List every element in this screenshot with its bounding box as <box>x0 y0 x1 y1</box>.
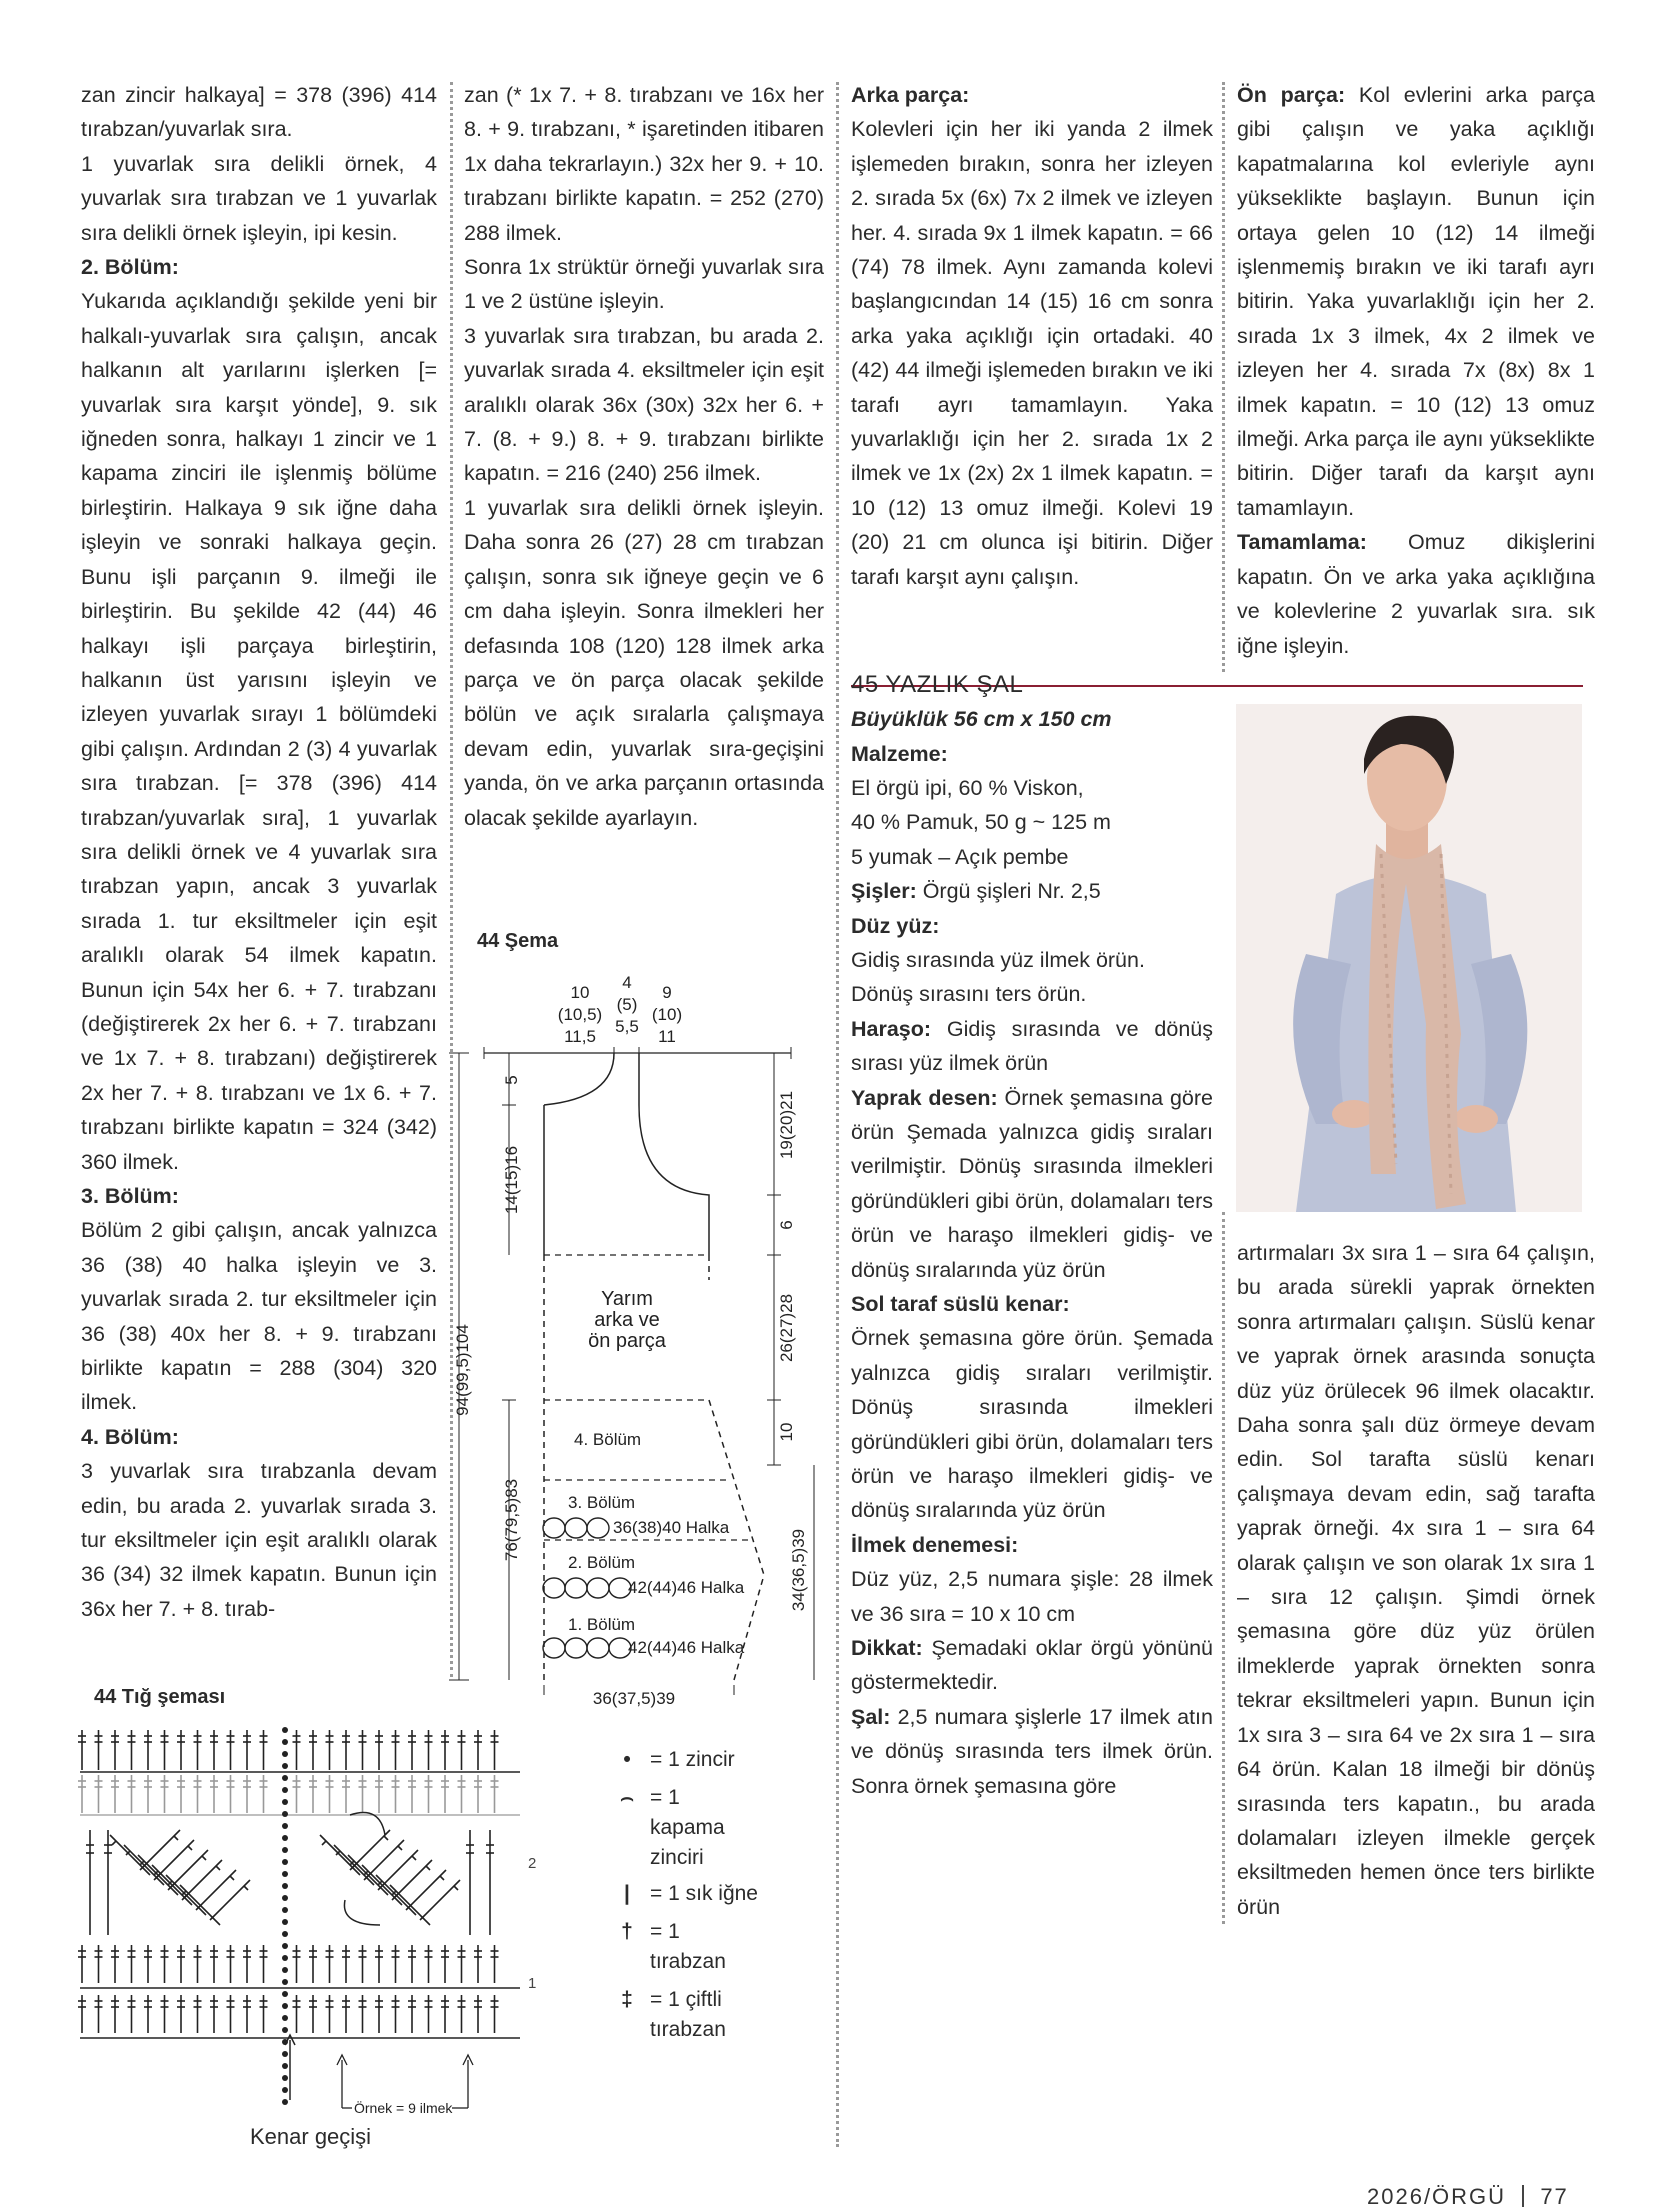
legend-item <box>618 1783 760 1873</box>
shawl-text-15: 2,5 numara şişlerle 17 ilmek atın ve dönüş sırasında ters ilmek örün. Sonra örnek şemasına göre <box>851 1704 1213 1798</box>
column-4 <box>1237 78 1595 663</box>
col4-para-1 <box>1237 525 1595 663</box>
shawl-text-3: 5 yumak – Açık pembe <box>851 844 1069 869</box>
chart-legend <box>618 1745 760 2053</box>
shawl-para-8 <box>851 1012 1213 1081</box>
shawl-text-13: Düz yüz, 2,5 numara şişle: 28 ilmek ve 36 sıra = 10 x 10 cm <box>851 1567 1213 1626</box>
schema-right-dim-5: 34(36,5)39 <box>789 1528 808 1612</box>
col1-para-2: 2. Bölüm: <box>81 255 179 280</box>
col1-para-1: 1 yuvarlak sıra delikli örnek, 4 yuvarlak sıra tırabzan ve 1 yuvarlak sıra delikli örnek işleyin, ipi kesin. <box>81 151 437 245</box>
shawl-para-14 <box>851 1631 1213 1700</box>
row-number-1: 1 <box>528 1975 537 1992</box>
schema-top-right-2: (10) <box>651 1005 683 1024</box>
schema-left-dim-2: 14(15)16 <box>502 1145 521 1215</box>
shawl-label-14: Dikkat: <box>851 1636 923 1661</box>
col3-para-0: Arka parça: <box>851 83 970 107</box>
legend-symbol-icon: ‡ <box>621 1988 633 2011</box>
shawl-label-5: Düz yüz: <box>851 913 940 938</box>
schema-top-right-1: 9 <box>662 983 672 1002</box>
schema-halka-1: 36(38)40 Halka <box>613 1518 730 1537</box>
shawl-para-13 <box>851 1562 1213 1631</box>
shawl-label-15: Şal: <box>851 1704 891 1729</box>
schema-left-dim-1: 5 <box>502 1075 521 1085</box>
col4-text-0: Kol evlerini arka parça gibi çalışın ve yaka açıklığı kapatmalarına kol evleriyle aynı yükseklikte başlayın. Bunun için ortaya gelen 10 (12) 14 ilmeği işlenmemiş bırakın ve iki tarafı ayrı bitirin. Yaka yuvarlaklığı için her 2. sırada 1x 3 ilmek, 4x 2 ilmek ve izleyen her 4. sırada 7x (8x) 8x 1 ilmek kapatın. = 10 (12) 13 omuz ilmeği. Arka parça ile aynı yükseklikte bitirin. Diğer tarafı da karşıt aynı tamamlayın. <box>1237 83 1595 520</box>
col3-para-1: Kolevleri için her iki yanda 2 ilmek işlemeden bırakın, sonra her izleyen 2. sırada 5x (6x) 7x 2 ilmek ve izleyen her. 4. sırada 9x 1 ilmek kapatın. = 66 (74) 78 ilmek. Aynı zamanda kolevi başlangıcından 14 (15) 16 cm sonra arka yaka açıklığı için ortadaki. 40 (42) 44 ilmeği işlemeden bırakın ve iki tarafı ayrı tamamlayın. Yaka yuvarlaklığı için her 2. sırada 1x 2 ilmek ve 1x (2x) 2x 1 ilmek kapatın. = 10 (12) 13 omuz ilmeği. Kolevi 19 (20) 21 cm olunca işi bitirin. Diğer tarafı karşıt aynı çalışın. <box>851 117 1213 589</box>
shawl-para-15 <box>851 1700 1213 1803</box>
col1-para-3: Yukarıda açıklandığı şekilde yeni bir halkalı-yuvarlak sıra çalışın, ancak halkanın alt yarılarını işlerken [= yuvarlak sıra karşıt yönde], 9. sık iğneden sonra, halkayı 1 zincir ve 1 kapama zinciri ile işlenmiş bölüme birleştirin. Halkaya 9 sık iğne daha işleyin ve sonraki halkaya geçin. Bunu işli parçanın 9. ilmeği ile birleştirin. Bu şekilde 42 (44) 46 halkayı işli parçaya birleştirin, halkanın üst yarısını işleyin ve izleyen yuvarlak sırayı 1 bölümdeki gibi çalışın. Ardından 2 (3) 4 yuvarlak sıra tırabzan. [= 378 (396) 414 tırabzan/yuvarlak sıra], 1 yuvarlak sıra delikli örnek ve 4 yuvarlak sıra tırabzan yapın, ancak 3 yuvarlak sırada 1. tur eksiltmeler için eşit aralıklı olarak 54 ilmek kapatın. Bunun için 54x her 6. + 7. tırabzanı (değiştirerek 2x her 6. + 7. tırabzanı ve 1x 7. + 8. tırabzanı) değiştirerek 2x her 7. + 8. tırabzanı ve 1x 6. + 7. tırabzanı birlikte kapatın = 324 (342) 360 ilmek. <box>81 289 437 1174</box>
schema-top-left-3: 11,5 <box>564 1027 596 1046</box>
schema-title: 44 Şema <box>477 930 559 952</box>
shawl-para-6 <box>851 943 1213 977</box>
col2-para-1: Sonra 1x strüktür örneği yuvarlak sıra 1 ve 2 üstüne işleyin. <box>464 255 824 314</box>
col4-label-1: Tamamlama: <box>1237 530 1367 555</box>
schema-left-dim-3: 94(99,5)104 <box>453 1324 472 1416</box>
legend-text: = 1 sık iğne <box>650 1882 758 1905</box>
schema-section-2: 2. Bölüm <box>568 1553 636 1572</box>
ornek-label: Örnek = 9 ilmek <box>354 2100 453 2116</box>
schema-top-mid-3: 5,5 <box>615 1017 639 1036</box>
schema-center-3: ön parça <box>588 1330 666 1352</box>
legend-symbol-icon: | <box>624 1882 630 1905</box>
schema-halka-2: 42(44)46 Halka <box>628 1578 745 1597</box>
col1-para-6: 4. Bölüm: <box>81 1424 179 1449</box>
col2-para-2: 3 yuvarlak sıra tırabzan, bu arada 2. yuvarlak sırada 4. eksiltmeler için eşit aralıklı olarak 36x (30x) 32x her 6. + 7. (8. + 9.) 8. + 9. tırabzanı birlikte kapatın. = 216 (240) 256 ilmek. <box>464 323 824 486</box>
issue-label: 2026/ÖRGÜ <box>1367 2184 1507 2209</box>
schema-halka-3: 42(44)46 Halka <box>628 1638 745 1657</box>
column-separator-1 <box>450 82 453 1677</box>
schema-top-right-3: 11 <box>658 1027 676 1046</box>
schema-center-2: arka ve <box>594 1309 660 1331</box>
shawl-label-4: Şişler: <box>851 879 917 904</box>
schema-top-left-1: 10 <box>570 983 590 1002</box>
shawl-label-10: Sol taraf süslü kenar: <box>851 1292 1070 1316</box>
schema-top-mid-1: 4 <box>622 973 632 992</box>
legend-text: = 1 tırabzan <box>650 1920 726 1973</box>
schema-right-dim-2: 6 <box>777 1220 796 1230</box>
crochet-chart-title: 44 Tığ şeması <box>94 1686 226 1708</box>
legend-symbol-icon: † <box>621 1920 633 1943</box>
schema-center-1: Yarım <box>601 1288 653 1310</box>
page-number: 77 <box>1540 2184 1569 2209</box>
col1-para-7: 3 yuvarlak sıra tırabzanla devam edin, bu arada 2. yuvarlak sırada 3. tur eksiltmeler için eşit aralıklı olarak 36 (34) 32 ilmek kapatın. Bunun için 36x her 7. + 8. tırab- <box>81 1459 437 1621</box>
shawl-para-0 <box>851 737 1213 771</box>
shawl-para-7 <box>851 977 1213 1011</box>
schema-section-3: 3. Bölüm <box>568 1493 636 1512</box>
shawl-para-11 <box>851 1321 1213 1527</box>
shawl-label-0: Malzeme: <box>851 741 948 766</box>
legend-text: = 1 zincir <box>650 1748 735 1771</box>
shawl-para-5 <box>851 909 1213 943</box>
page-footer <box>1367 2184 1569 2210</box>
crochet-chart <box>80 1720 550 2120</box>
col1-para-0: zan zincir halkaya] = 378 (396) 414 tırabzan/yuvarlak sıra. <box>81 83 437 142</box>
column-1 <box>81 78 437 1626</box>
legend-item <box>618 1745 760 1775</box>
shawl-para-4 <box>851 874 1213 908</box>
legend-item <box>618 1917 760 1977</box>
shawl-text-1: El örgü ipi, 60 % Viskon, <box>851 775 1084 800</box>
col4-text-1: Omuz dikişlerini kapatın. Ön ve arka yaka açıklığına ve kolevlerine 2 yuvarlak sıra. sık iğne işleyin. <box>1237 530 1595 658</box>
column-separator-3 <box>1222 82 1225 672</box>
col2-para-0: zan (* 1x 7. + 8. tırabzanı ve 16x her 8. + 9. tırabzanı, * işaretinden itibaren 1x daha tekrarlayın.) 32x her 9. + 10. tırabzanı birlikte kapatın. = 252 (270) 288 ilmek. <box>464 83 824 245</box>
shawl-text-2: 40 % Pamuk, 50 g ~ 125 m <box>851 810 1111 835</box>
schema-section-4: 4. Bölüm <box>574 1430 642 1449</box>
col4-para-0 <box>1237 78 1595 525</box>
col4-label-0: Ön parça: <box>1237 83 1346 107</box>
column-4-continued <box>1237 1236 1595 1924</box>
schema-right-dim-4: 10 <box>777 1422 796 1442</box>
shawl-para-10 <box>851 1287 1213 1321</box>
shawl-para-12 <box>851 1528 1213 1562</box>
model-photo <box>1236 704 1582 1212</box>
legend-text: = 1 çiftli tırabzan <box>650 1988 726 2041</box>
schema-top-left-2: (10,5) <box>557 1005 603 1024</box>
schema-top-mid-2: (5) <box>616 995 638 1014</box>
shawl-para-1 <box>851 771 1213 805</box>
shawl-label-12: İlmek denemesi: <box>851 1532 1019 1557</box>
shawl-continued-text: artırmaları 3x sıra 1 – sıra 64 çalışın, bu arada sürekli yaprak örnekten sonra artırmaları çalışın. Süslü kenar ve yaprak örnek arasında sonuçta düz yüz örülecek 96 ilmek olacaktır. Daha sonra şalı düz örmeye devam edin. Sol tarafta süslü kenarı çalışmaya devam edin, sağ tarafta yaprak örneği. 4x sıra 1 – sıra 64 olarak çalışın ve son olarak 1x sıra 1 – sıra 12 çalışın. Şimdi örnek şemasına göre düz yüz örülen ilmeklerde yaprak örnekten sonra tekrar eksiltmeleri yapın. Bunun için 1x sıra 3 – sıra 64 ve 2x sıra 1 – sıra 64 örün. Kalan 18 ilmeği bir dönüş sırasında ters kapatın., bu arada dolamaları izleyen ilmekle gerçek eksiltmeden hemen önce ters birlikte örün <box>1237 1241 1595 1919</box>
col1-para-4: 3. Bölüm: <box>81 1184 179 1208</box>
shawl-text-11: Örnek şemasına göre örün. Şemada yalnızca gidiş sıraları verilmiştir. Dönüş sırasında ilmekleri göründükleri gibi örün, dolamaları ters örün ve haraşo ilmekleri gidiş- ve dönüş sıralarında yüz örün <box>851 1326 1213 1523</box>
shawl-para-3 <box>851 840 1213 874</box>
kenar-gecisi-label: Kenar geçişi <box>250 2124 372 2149</box>
shawl-text-7: Dönüş sırasını ters örün. <box>851 982 1087 1007</box>
pattern-45-title: 45 YAZLIK ŞAL <box>851 671 1024 699</box>
schema-right-dim-3: 26(27)28 <box>777 1293 796 1363</box>
col2-para-3: 1 yuvarlak sıra delikli örnek işleyin. Daha sonra 26 (27) 28 cm tırabzan çalışın, sonra sık iğneye geçin ve 6 cm daha işleyin. Sonra ilmekleri her defasında 108 (120) 128 ilmek arka parça ve ön parça olacak şekilde bölün ve açık sıralarla çalışmaya devam edin, yuvarlak sıra-geçişini yanda, ön ve arka parçanın ortasında olacak şekilde ayarlayın. <box>464 495 824 830</box>
legend-text: = 1 kapama zinciri <box>650 1786 725 1869</box>
shawl-para-9 <box>851 1081 1213 1287</box>
shawl-text-14: Şemadaki oklar örgü yönünü göstermektedir. <box>851 1636 1213 1695</box>
schema-section-1: 1. Bölüm <box>568 1615 636 1634</box>
legend-symbol-icon: ⌢ <box>620 1786 634 1809</box>
shawl-text-6: Gidiş sırasında yüz ilmek örün. <box>851 947 1145 972</box>
shawl-text-4: Örgü şişleri Nr. 2,5 <box>916 879 1101 904</box>
row-number-2: 2 <box>528 1855 537 1872</box>
legend-symbol-icon: • <box>623 1748 631 1771</box>
pattern-45-size: Büyüklük 56 cm x 150 cm <box>851 707 1112 732</box>
column-3 <box>851 78 1213 1803</box>
legend-item <box>618 1985 760 2045</box>
pattern-schema <box>453 920 844 1708</box>
col1-para-5: Bölüm 2 gibi çalışın, ancak yalnızca 36 (38) 40 halka işleyin ve 3. yuvarlak sırada 2. tur eksiltmeler için 36 (38) 40x her 8. + 9. tırabzanı birlikte kapatın = 288 (304) 320 ilmek. <box>81 1218 437 1415</box>
column-2 <box>464 78 824 835</box>
shawl-label-8: Haraşo: <box>851 1016 932 1041</box>
shawl-para-2 <box>851 805 1213 839</box>
column-separator-4 <box>1222 1212 1225 1924</box>
schema-left-dim-4: 76(79,5)83 <box>502 1478 521 1562</box>
schema-bottom-dim: 36(37,5)39 <box>592 1689 676 1708</box>
shawl-text-8: Gidiş sırasında ve dönüş sırası yüz ilmek örün <box>851 1016 1213 1076</box>
legend-item <box>618 1879 760 1909</box>
schema-right-dim-1: 19(20)21 <box>777 1090 796 1160</box>
shawl-text-9: Örnek şemasına göre örün Şemada yalnızca gidiş sıraları verilmiştir. Dönüş sırasında ilmekleri göründükleri gibi örün, dolamaları ters örün ve haraşo ilmekleri gidiş- ve dönüş sıralarında yüz örün <box>851 1085 1213 1282</box>
shawl-label-9: Yaprak desen: <box>851 1085 998 1110</box>
